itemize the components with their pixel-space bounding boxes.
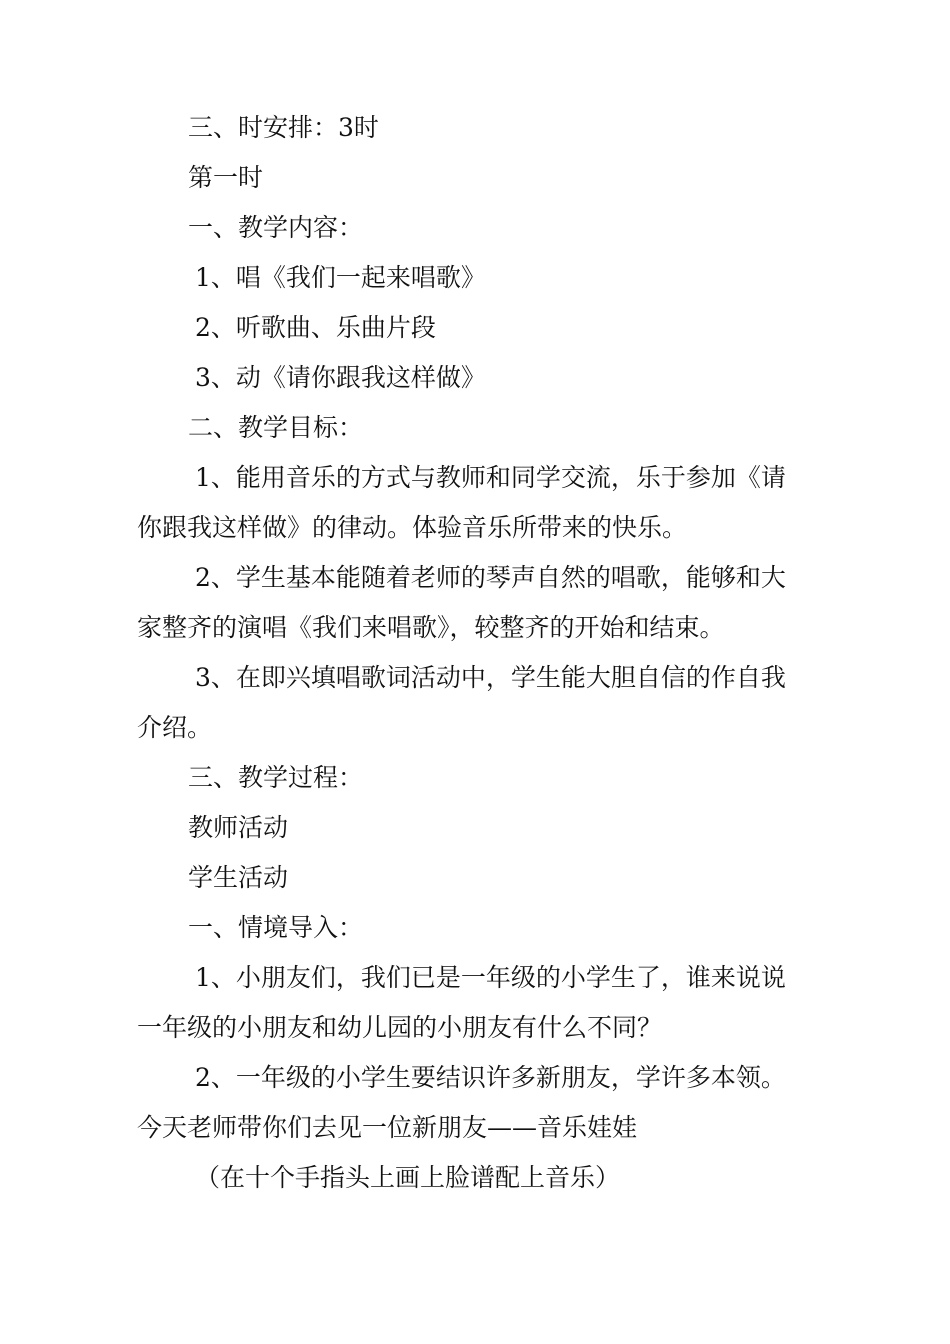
goal-2-line-2: 家整齐的演唱《我们来唱歌》，较整齐的开始和结束。 [137, 613, 725, 642]
content-item-2: 2、听歌曲、乐曲片段 [195, 313, 436, 342]
intro-2-line-2: 今天老师带你们去见一位新朋友——音乐娃娃 [137, 1113, 638, 1142]
section-heading-intro: 一、情境导入： [188, 913, 364, 942]
section-heading-content: 一、教学内容： [188, 213, 364, 242]
goal-1-line-1: 1、能用音乐的方式与教师和同学交流，乐于参加《请 [195, 463, 786, 492]
goal-1-line-2: 你跟我这样做》的律动。体验音乐所带来的快乐。 [137, 513, 688, 542]
goal-2-line-1: 2、学生基本能随着老师的琴声自然的唱歌，能够和大 [195, 563, 786, 592]
student-activity-label: 学生活动 [188, 863, 289, 892]
intro-2-line-1: 2、一年级的小学生要结识许多新朋友，学许多本领。 [195, 1063, 786, 1092]
section-heading-process: 三、教学过程： [188, 763, 364, 792]
section-heading-schedule: 三、时安排：3时 [188, 113, 379, 142]
intro-1-line-2: 一年级的小朋友和幼儿园的小朋友有什么不同？ [137, 1013, 663, 1042]
section-heading-goals: 二、教学目标： [188, 413, 364, 442]
goal-3-line-2: 介绍。 [137, 713, 213, 742]
intro-note: （在十个手指头上画上脸谱配上音乐） [195, 1163, 621, 1192]
content-item-3: 3、动《请你跟我这样做》 [195, 363, 486, 392]
lesson-heading: 第一时 [188, 163, 264, 192]
teacher-activity-label: 教师活动 [188, 813, 289, 842]
goal-3-line-1: 3、在即兴填唱歌词活动中，学生能大胆自信的作自我 [195, 663, 786, 692]
content-item-1: 1、唱《我们一起来唱歌》 [195, 263, 486, 292]
intro-1-line-1: 1、小朋友们，我们已是一年级的小学生了，谁来说说 [195, 963, 786, 992]
